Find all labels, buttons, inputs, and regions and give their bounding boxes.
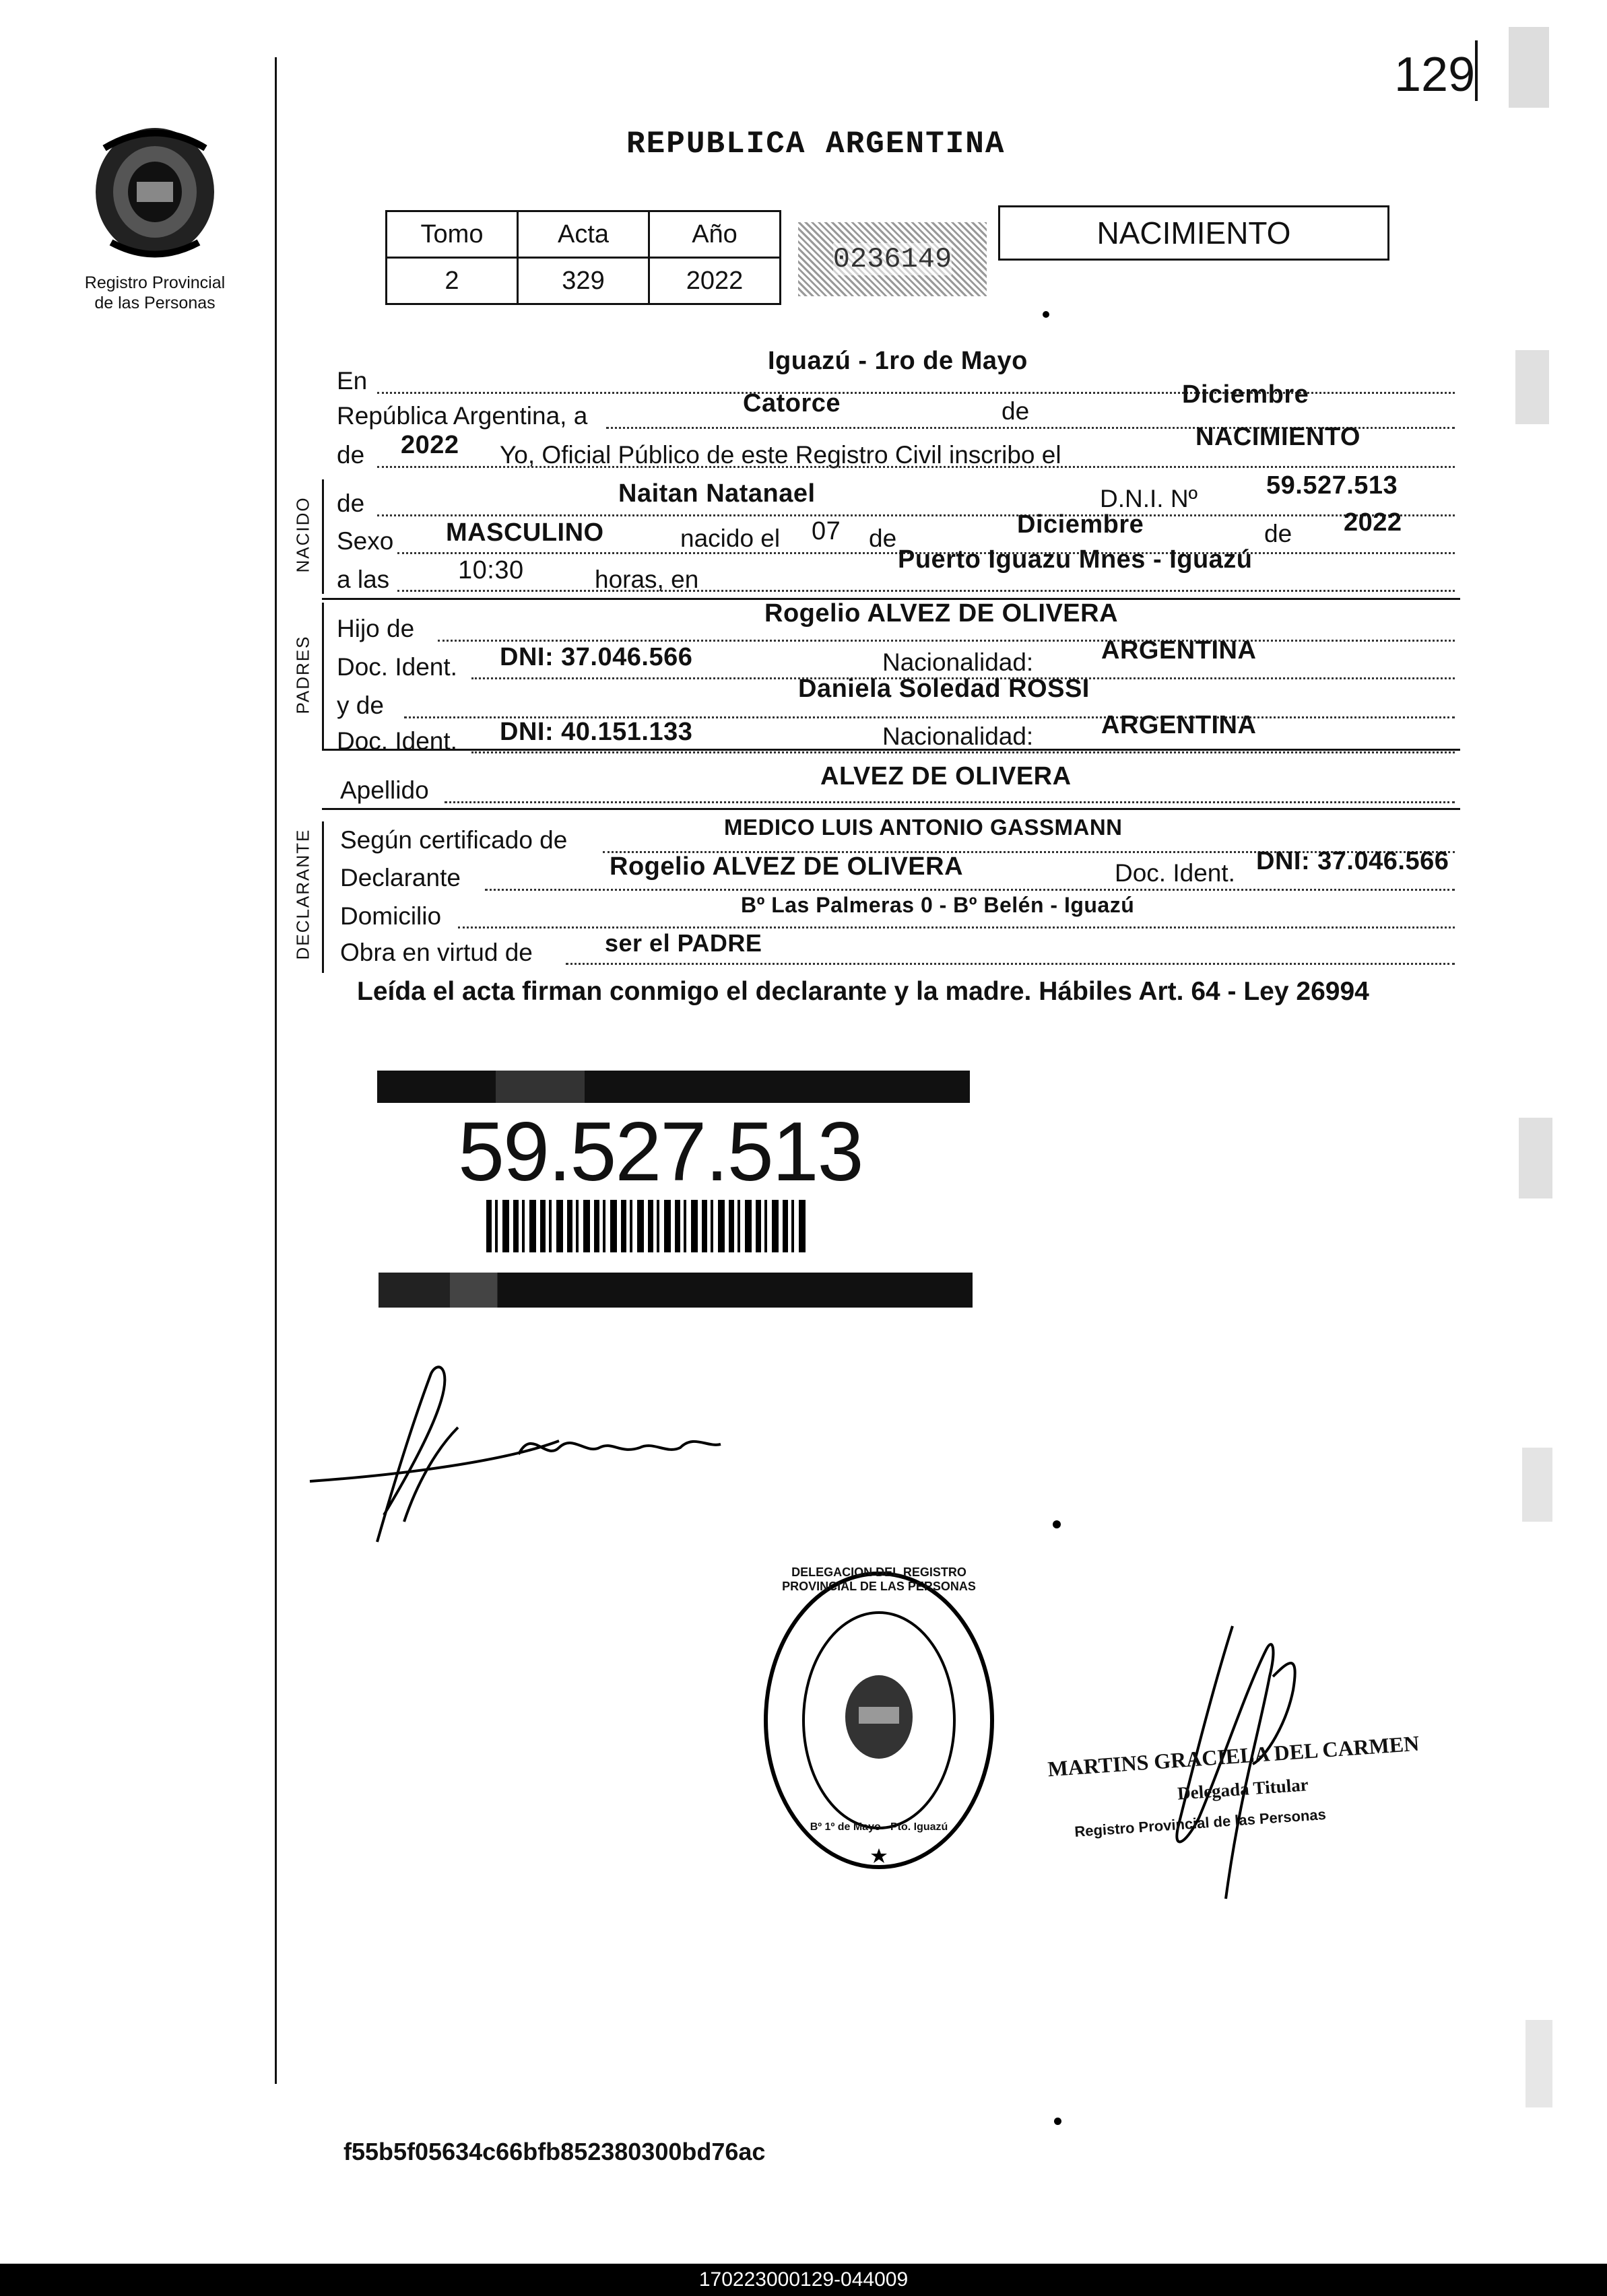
barcode-number: 59.527.513 [458,1106,863,1198]
label-de-name: de [337,489,365,517]
side-label-padres: PADRES [292,635,313,714]
official-title: Delegada Titular [1177,1774,1309,1804]
rule-after-padres [322,749,1460,751]
dot-mark [1043,311,1049,318]
registry-line-1: Registro Provincial [84,273,226,292]
barcode-bars [486,1200,810,1252]
label-doc-ident-madre: Doc. Ident. [337,727,457,755]
label-domicilio: Domicilio [340,902,442,930]
label-nacido-el: nacido el [680,525,781,552]
document-hash: f55b5f05634c66bfb852380300bd76ac [343,2138,766,2165]
dots-name [377,514,1455,516]
label-declarante: Declarante [340,864,461,891]
label-de-1: de [1002,397,1030,425]
dots-doc-madre [471,751,1455,753]
scan-noise-2 [1515,350,1549,424]
value-domicilio: Bº Las Palmeras 0 - Bº Belén - Iguazú [741,893,1135,917]
page-number-rule [1475,40,1478,101]
official-seal [758,1565,1000,1875]
label-de-2: de [337,441,365,469]
register-value-anio: 2022 [649,258,781,304]
value-hora: 10:30 [458,556,524,584]
left-margin-line [275,57,277,2084]
barcode-top-bar [377,1071,970,1103]
dots-hijo [438,640,1455,642]
nacido-bracket [322,479,324,594]
scan-noise-3 [1519,1118,1552,1198]
label-hijo-de: Hijo de [337,615,415,642]
side-label-nacido: NACIDO [292,496,313,573]
stamp-code: 0236149 [832,243,952,275]
label-yo-oficial: Yo, Oficial Público de este Registro Civil inscribo el [500,441,1061,469]
rule-after-apellido [322,808,1460,810]
value-madre-doc: DNI: 40.151.133 [500,718,693,746]
value-madre: Daniela Soledad ROSSI [798,675,1090,703]
label-de-month: de [1264,520,1292,547]
label-sexo: Sexo [337,527,394,555]
registry-line-2: de las Personas [94,294,216,312]
register-value-tomo: 2 [387,258,518,304]
declarant-signature [303,1347,788,1555]
official-org: Registro Provincial de las Personas [1074,1805,1327,1841]
label-y-de: y de [337,691,384,719]
seal-ring-text: DELEGACION DEL REGISTRO PROVINCIAL DE LAS PERSONAS [782,1565,976,1593]
register-header-anio: Año [649,211,781,258]
value-obra: ser el PADRE [605,929,762,957]
value-lugar: Iguazú - 1ro de Mayo [768,347,1028,375]
label-horas-en: horas, en [595,566,699,593]
registry-name [54,273,256,313]
value-dia-texto: Catorce [743,389,841,417]
value-padre-doc: DNI: 37.046.566 [500,643,693,671]
province-logo [84,121,226,263]
scan-noise-5 [1526,2020,1552,2107]
label-nacionalidad-padre: Nacionalidad: [882,648,1034,676]
value-padre-nac: ARGENTINA [1101,636,1257,665]
declarante-bracket [322,821,324,973]
label-de-day: de [869,525,897,552]
security-stamp [798,222,987,296]
document-type-box [998,205,1389,261]
value-certificado: MEDICO LUIS ANTONIO GASSMANN [724,815,1123,840]
dot-mark-2 [1053,1520,1061,1528]
label-doc-ident-padre: Doc. Ident. [337,653,457,681]
label-doc-ident-declarante: Doc. Ident. [1115,859,1235,887]
dots-yo [377,466,1455,468]
value-padre: Rogelio ALVEZ DE OLIVERA [764,599,1119,628]
register-header-acta: Acta [518,211,649,258]
value-apellido: ALVEZ DE OLIVERA [820,762,1072,790]
footer-bar [0,2264,1607,2296]
value-anio: 2022 [401,431,459,459]
label-apellido: Apellido [340,776,429,804]
label-republica: República Argentina, a [337,402,588,430]
label-nacionalidad-madre: Nacionalidad: [882,722,1034,750]
value-sexo: MASCULINO [446,518,604,547]
barcode-bottom-bar [379,1273,973,1308]
label-obra: Obra en virtud de [340,939,533,966]
scan-noise-4 [1522,1448,1552,1522]
dot-mark-3 [1054,2118,1061,2125]
value-mes-nac: Diciembre [1017,510,1144,539]
label-dni: D.N.I. Nº [1100,485,1198,512]
page-number: 129 [1394,48,1476,102]
scan-noise-1 [1509,27,1549,108]
register-table [385,210,781,305]
dots-apellido [445,801,1455,803]
value-dni: 59.527.513 [1266,471,1398,500]
document-type: NACIMIENTO [1096,215,1291,250]
value-declarante-doc: DNI: 37.046.566 [1256,847,1449,875]
dots-hora [397,590,1455,592]
label-en: En [337,367,368,395]
value-madre-nac: ARGENTINA [1101,711,1257,739]
footer-code: 170223000129-044009 [698,2268,909,2291]
official-name: MARTINS GRACIELA DEL CARMEN [1047,1730,1420,1782]
value-lugar-nac: Puerto Iguazu Mnes - Iguazú [898,545,1253,574]
register-header-tomo: Tomo [387,211,518,258]
closing-text: Leída el acta firman conmigo el declarante y la madre. Hábiles Art. 64 - Ley 26994 [357,977,1369,1006]
value-mes-texto: Diciembre [1182,380,1309,409]
dots-obra [566,963,1455,965]
label-a-las: a las [337,566,390,593]
register-value-acta: 329 [518,258,649,304]
country-title: REPUBLICA ARGENTINA [626,127,1006,162]
side-label-declarante: DECLARANTE [292,828,313,960]
value-nombre: Naitan Natanael [618,479,816,508]
dots-domicilio [458,926,1455,928]
value-declarante: Rogelio ALVEZ DE OLIVERA [610,852,964,881]
seal-inner-text: Bº 1º de Mayo - Pto. Iguazú [810,1821,948,1833]
padres-bracket [322,603,324,749]
dots-declarante [485,889,1455,891]
value-dia-nac: 07 [812,517,841,545]
value-anio-nac: 2022 [1344,508,1402,537]
label-segun: Según certificado de [340,826,568,854]
value-acto: NACIMIENTO [1195,423,1360,451]
